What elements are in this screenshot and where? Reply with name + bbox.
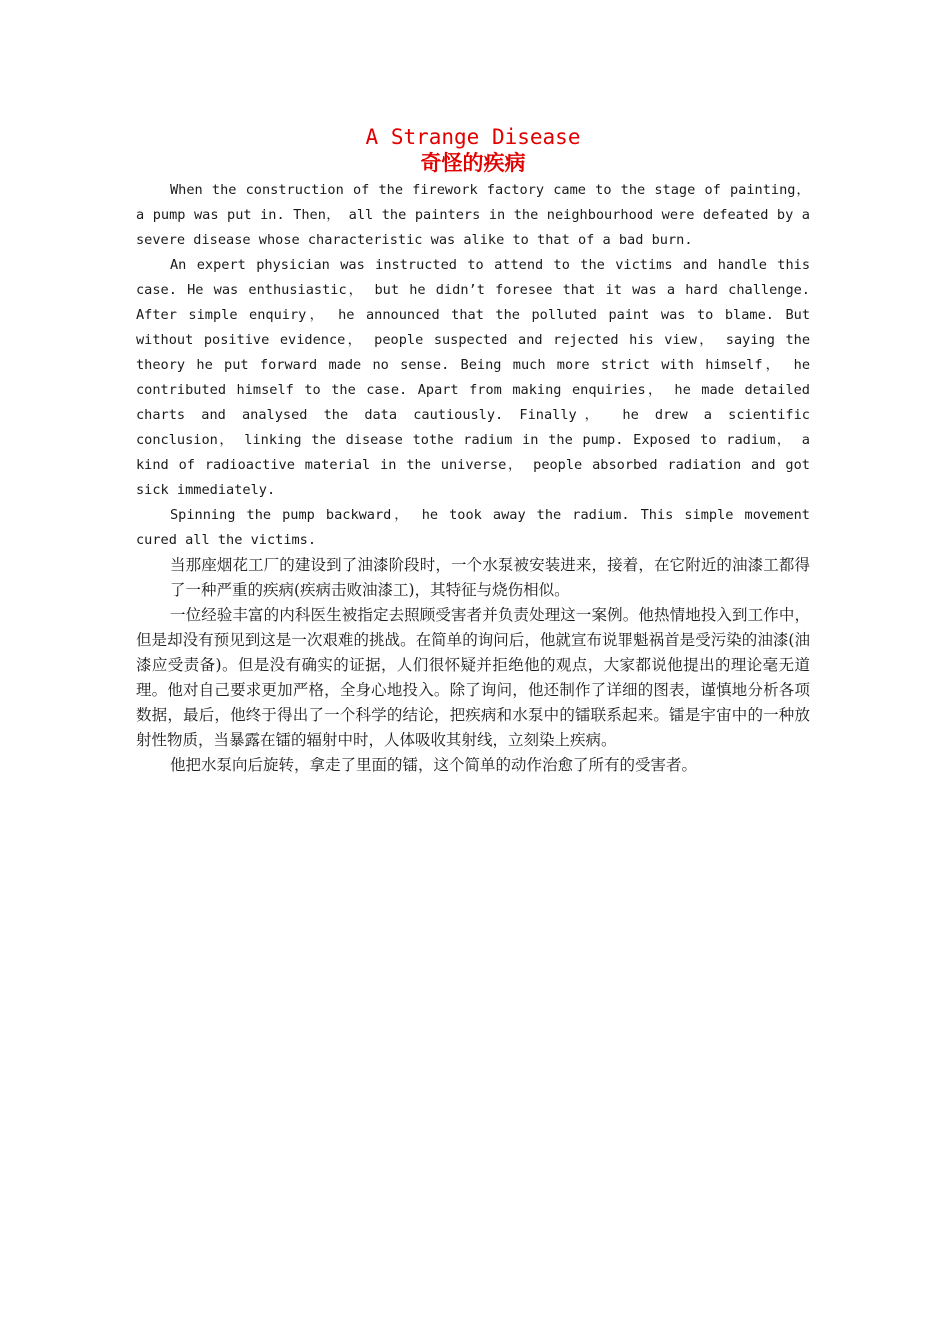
english-paragraph-1: When the construction of the firework factory came to the stage of painting， a pump was put in. Then， all the painters in the neighbourhood were defeated by a severe disease whose characteristic was alike to that of a bad burn. (136, 182, 810, 248)
title-chinese: 奇怪的疾病 (420, 151, 526, 175)
chinese-paragraph-1: 当那座烟花工厂的建设到了油漆阶段时，一个水泵被安装进来，接着，在它附近的油漆工都得了一种严重的疾病(疾病击败油漆工)，其特征与烧伤相似。 (170, 556, 810, 599)
chinese-paragraph-3: 他把水泵向后旋转，拿走了里面的镭，这个简单的动作治愈了所有的受害者。 (170, 756, 698, 774)
document-page (136, 124, 810, 778)
title-english: A Strange Disease (365, 125, 581, 149)
chinese-paragraph-2: 一位经验丰富的内科医生被指定去照顾受害者并负责处理这一案例。他热情地投入到工作中，但是却没有预见到这是一次艰难的挑战。在简单的询问后，他就宣布说罪魁祸首是受污染的油漆(油漆应受责备)。但是没有确实的证据，人们很怀疑并拒绝他的观点，大家都说他提出的理论毫无道理。他对自己要求更加严格，全身心地投入。除了询问，他还制作了详细的图表，谨慎地分析各项数据，最后，他终于得出了一个科学的结论，把疾病和水泵中的镭联系起来。镭是宇宙中的一种放射性物质，当暴露在镭的辐射中时，人体吸收其射线，立刻染上疾病。 (136, 606, 810, 749)
english-paragraph-2: An expert physician was instructed to attend to the victims and handle this case. He was enthusiastic， but he didn’t foresee that it was a hard challenge. After simple enquiry， he announced that the polluted paint was to blame. But without positive evidence， people suspected and rejected his view， saying the theory he put forward made no sense. Being much more strict with himself， he contributed himself to the case. Apart from making enquiries， he made detailed charts and analysed the data cautiously. Finally， he drew a scientific conclusion， linking the disease tothe radium in the pump. Exposed to radium， a kind of radioactive material in the universe， people absorbed radiation and got sick immediately. (136, 257, 810, 498)
english-paragraph-3: Spinning the pump backward， he took away the radium. This simple movement cured all the victims. (136, 507, 810, 548)
